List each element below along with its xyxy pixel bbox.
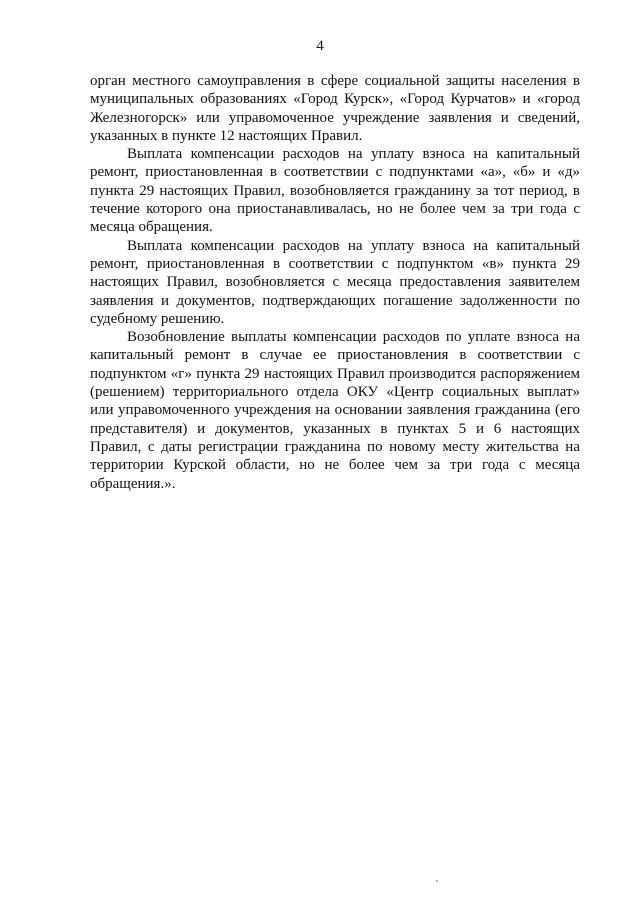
scan-speck <box>436 880 438 882</box>
page-number: 4 <box>316 38 324 54</box>
paragraph-resumption-v: Выплата компенсации расходов на уплату взноса на капитальный ремонт, приостановленная в соответствии с подпунктом «в» пункта 29 настоящих Правил, возобновляется с месяца предоставления заявителем заявления и документов, подтверждающих погашение задолженности по судебному решению. <box>90 237 580 327</box>
document-body <box>90 72 580 493</box>
paragraph-resumption-a-b-d: Выплата компенсации расходов на уплату взноса на капитальный ремонт, приостановленная в соответствии с подпунктами «а», «б» и «д» пункта 29 настоящих Правил, возобновляется гражданину за тот период, в течение которого она приостанавливалась, но не более чем за три года с месяца обращения. <box>90 146 580 236</box>
paragraph-resumption-g: Возобновление выплаты компенсации расходов по уплате взноса на капитальный ремонт в случае ее приостановления в соответствии с подпунктом «г» пункта 29 настоящих Правил производится распоряжением (решением) территориального отдела ОКУ «Центр социальных выплат» или управомоченного учреждения на основании заявления гражданина (его представителя) и документов, указанных в пунктах 5 и 6 настоящих Правил, с даты регистрации гражданина по новому месту жительства на территории Курской области, но не более чем за три года с месяца обращения.». <box>90 329 580 492</box>
paragraph-continuation: орган местного самоуправления в сфере социальной защиты населения в муниципальных образованиях «Город Курск», «Город Курчатов» и «город Железногорск» или управомоченное учреждение заявления и сведений, указанных в пункте 12 настоящих Правил. <box>90 73 580 144</box>
